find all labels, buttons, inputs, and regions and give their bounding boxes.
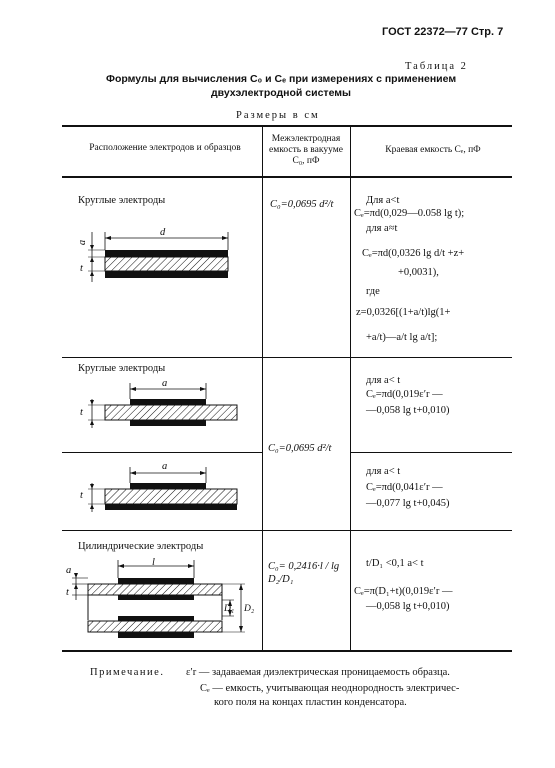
note-line3: кого поля на концах пластин конденсатора. (214, 697, 407, 708)
row2-label: Круглые электроды (78, 363, 166, 374)
row3-dim-t: t (66, 587, 69, 598)
row1-dim-a: a (77, 239, 89, 246)
row1-c0-formula: C₀=0,0695 d²/t (270, 199, 334, 210)
row2b-dim-a: a (162, 461, 168, 472)
row1-ce-2: Cₑ=πd(0,029—0.058 lg t); (354, 208, 465, 219)
note-line1: ε′r — задаваемая диэлектрическая проницаемость образца. (186, 667, 450, 678)
note-label: Примечание. (90, 667, 165, 678)
row3-ce-2: Cₑ=π(D₁+t)(0,019ε′r — (354, 586, 453, 597)
page-header: ГОСТ 22372—77 Стр. 7 (382, 26, 504, 38)
row2a-dim-a: a (162, 378, 168, 389)
row2-ce-a-1: для a< t (366, 375, 401, 386)
units-caption: Размеры в см (236, 110, 320, 121)
row3-dim-d2: D₂ (244, 604, 255, 614)
row2-ce-a-2: Cₑ=πd(0,019ε′r — (366, 389, 443, 400)
column-header-ce: Краевая емкость Cₑ, пФ (385, 145, 481, 155)
table-title-line2: двухэлектродной системы (210, 87, 352, 99)
table-label: Таблица 2 (405, 61, 468, 72)
row2-ce-b-1: для a< t (366, 466, 401, 477)
row2a-dim-t: t (80, 407, 83, 418)
column-header-layout: Расположение электродов и образцов (89, 143, 241, 153)
row3-top-electrode (118, 578, 194, 584)
row2-ce-b-3: —0,077 lg t+0,045) (366, 498, 450, 509)
row3-c0-formula: C₀= 0,2416·l / lg D₂/D₁ (268, 561, 340, 585)
row1-label: Круглые электроды (78, 195, 166, 206)
row3-ce-1: t/D₁ <0,1 a< t (366, 558, 424, 569)
row3-dim-a: a (66, 565, 72, 576)
row1-ce-8: +a/t)—a/t lg a/t]; (366, 332, 438, 343)
row1-ce-4: Cₑ=πd(0,0326 lg d/t +z+ (362, 248, 465, 259)
row1-ce-6: где (366, 286, 380, 297)
row2-c0-formula: C₀=0,0695 d²/t (268, 443, 332, 454)
column-header-c0: Межэлектродная емкость в вакууме C₀, пФ (269, 134, 343, 166)
row3-ce-3: —0,058 lg t+0,010) (366, 601, 450, 612)
table-title-line1: Формулы для вычисления C₀ и Cₑ при измерениях с применением (106, 73, 457, 85)
row3-dim-l: l (152, 557, 155, 568)
row1-dim-t: t (80, 263, 83, 274)
row2b-dim-t: t (80, 490, 83, 501)
row3-dim-d1: D₁ (224, 604, 235, 614)
row1-dim-d: d (160, 227, 166, 238)
row3-label: Цилиндрические электроды (78, 541, 204, 552)
row1-ce-3: для a≈t (366, 223, 398, 234)
row2-ce-b-2: Cₑ=πd(0,041ε′r — (366, 482, 443, 493)
row2-ce-a-3: —0,058 lg t+0,010) (366, 405, 450, 416)
note-line2: Cₑ — емкость, учитывающая неоднородность электричес- (200, 683, 460, 694)
row1-ce-7: z=0,0326[(1+a/t)lg(1+ (356, 307, 451, 318)
row1-ce-1: Для a<t (366, 195, 400, 206)
row1-ce-5: +0,0031), (398, 267, 439, 278)
